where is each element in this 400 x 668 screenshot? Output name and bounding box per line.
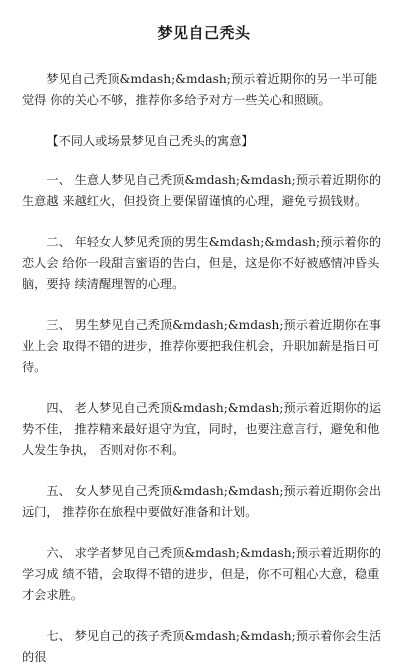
list-item-7: 七、 梦见自己的孩子秃顶&mdash;&mdash;预示着你会生活的很 [22, 629, 382, 664]
intro-paragraph: 梦见自己秃顶&mdash;&mdash;预示着近期你的另一半可能觉得 你的关心不够，推荐你多给予对方一些关心和照顾。 [22, 72, 378, 107]
list-item-6: 六、 求学者梦见自己秃顶&mdash;&mdash;预示着近期你的学习成 绩不错，会取得不错的进步，但是，你不可粗心大意，稳重才会求胜。 [22, 546, 382, 602]
section-heading: 【不同人或场景梦见自己秃头的寓意】 [46, 134, 254, 148]
list-item-1: 一、 生意人梦见自己秃顶&mdash;&mdash;预示着近期你的生意越 来越红火，但投资上要保留谨慎的心理，避免亏损钱财。 [22, 173, 382, 208]
list-item-3: 三、 男生梦见自己秃顶&mdash;&mdash;预示着近期你在事业上会 取得不错的进步，推荐你要把我住机会，升职加薪是指日可待。 [22, 318, 382, 374]
document-title: 梦见自己秃头 [157, 24, 251, 42]
list-item-5: 五、 女人梦见自己秃顶&mdash;&mdash;预示着近期你会出远门， 推荐你在旅程中要做好准备和计划。 [22, 484, 382, 519]
list-item-2: 二、 年轻女人梦见秃顶的男生&mdash;&mdash;预示着你的恋人会 给你一段甜言蜜语的告白，但是，这是你不好被感情冲昏头脑，要持 续清醒理智的心理。 [22, 235, 382, 291]
list-item-4: 四、 老人梦见自己秃顶&mdash;&mdash;预示着近期你的运势不佳， 推荐精来最好退守为宜，同时，也要注意言行，避免和他人发生争执， 否则对你不利。 [22, 401, 382, 457]
